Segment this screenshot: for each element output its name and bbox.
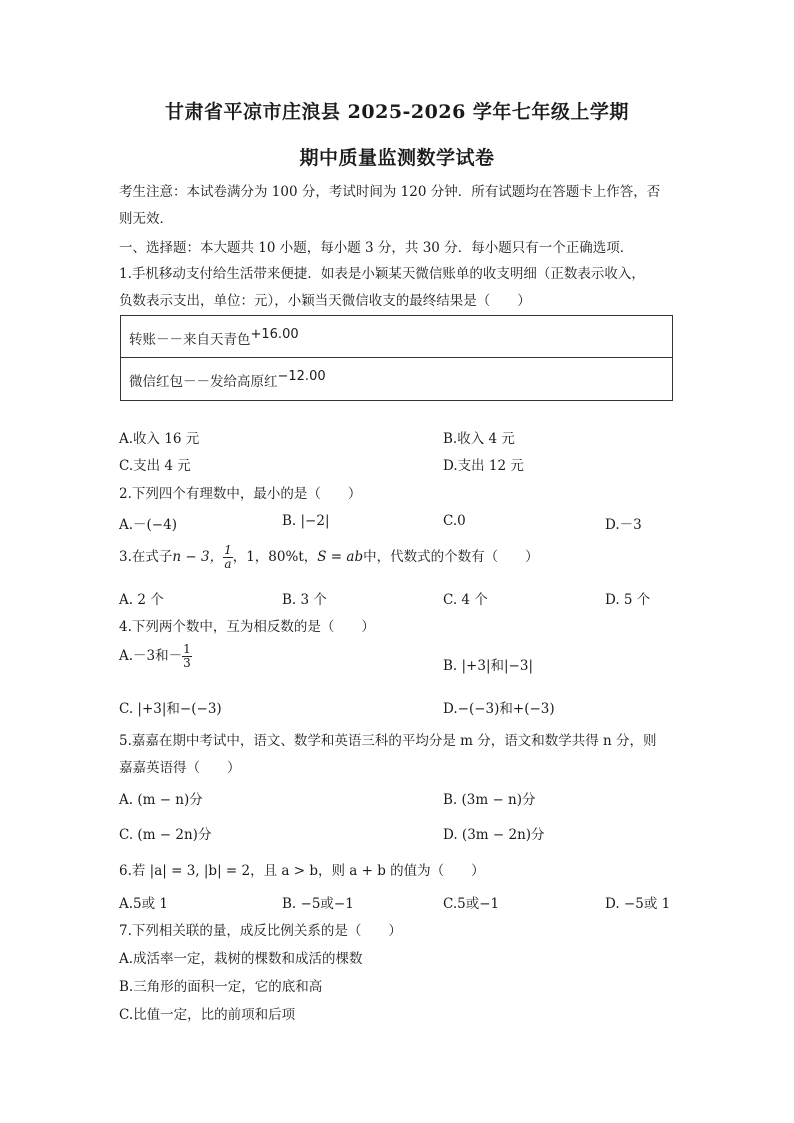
q2-option-a: A.－(−4) [119,517,177,533]
q3-fraction-num: 1 [224,543,232,557]
q3-option-d: D. 5 个 [605,592,651,608]
table-row-amount: −12.00 [277,369,326,384]
section-heading: 一、选择题：本大题共 10 小题，每小题 3 分，共 30 分．每小题只有一个正确选项． [119,240,634,256]
q1-option-b: B.收入 4 元 [443,431,515,447]
table-row-amount: +16.00 [250,327,299,342]
q3-fraction [223,544,233,571]
q4-fraction-num: 1 [183,642,191,656]
q3-fraction-den: a [224,557,232,571]
q6-stem: 6.若 |a| = 3, |b| = 2，且 a > b，则 a + b 的值为（ ） [119,863,485,879]
table-row-label: 微信红包－－发给高原红 [129,374,278,390]
q3-expr-2: ，1，80%t， [232,549,318,565]
notice-line-2: 则无效． [119,211,173,227]
q3-expr-1: n − 3， [172,549,224,565]
q1-option-a: A.收入 16 元 [119,431,200,447]
q1-option-d: D.支出 12 元 [443,458,524,474]
q3-stem-suffix: 中，代数式的个数有（ ） [363,549,539,565]
q3-stem [119,544,539,571]
table-row [121,316,672,358]
q3-stem-prefix: 3.在式子 [119,549,173,565]
q2-option-c: C.0 [443,513,466,529]
q3-option-a: A. 2 个 [119,592,164,608]
q1-stem-line-2: 负数表示支出，单位：元），小颖当天微信收支的最终结果是（ ） [119,293,531,309]
q4-option-b: B. |+3|和|−3| [443,658,533,674]
q7-option-a: A.成活率一定，栽树的棵数和成活的棵数 [119,951,363,967]
q5-option-d: D. (3m − 2n)分 [443,827,545,843]
q4-option-a-fraction [182,643,192,670]
q4-fraction-den: 3 [183,656,191,670]
q1-option-c: C.支出 4 元 [119,458,191,474]
q4-option-c: C. |+3|和−(−3) [119,701,222,717]
q5-stem-line-2: 嘉嘉英语得（ ） [119,760,241,776]
q7-option-b: B.三角形的面积一定，它的底和高 [119,979,323,995]
q4-option-a-text: A.－3和－ [119,648,183,664]
q5-stem-line-1: 5.嘉嘉在期中考试中，语文、数学和英语三科的平均分是 m 分，语文和数学共得 n 分，则 [119,733,657,749]
q6-option-d: D. −5或 1 [605,896,671,912]
page-title: 甘肃省平凉市庄浪县 2025-2026 学年七年级上学期 [165,101,629,123]
q6-option-b: B. −5或−1 [282,896,354,912]
q4-option-a [119,643,192,670]
table-row-label: 转账－－来自天青色 [129,332,251,348]
q4-stem: 4.下列两个数中，互为相反数的是（ ） [119,619,375,635]
q3-expr-3: S = ab [317,549,364,565]
q2-option-b: B. |−2| [282,513,330,529]
page-subtitle: 期中质量监测数学试卷 [299,147,495,169]
q3-option-b: B. 3 个 [282,592,327,608]
q4-option-d: D.−(−3)和+(−3) [443,701,555,717]
q3-option-c: C. 4 个 [443,592,488,608]
q5-option-b: B. (3m − n)分 [443,792,536,808]
q7-stem: 7.下列相关联的量，成反比例关系的是（ ） [119,923,402,939]
q1-bill-table [120,315,673,401]
q7-option-c: C.比值一定，比的前项和后项 [119,1007,296,1023]
q6-option-a: A.5或 1 [119,896,169,912]
q2-option-d: D.－3 [605,517,642,533]
q6-option-c: C.5或−1 [443,896,500,912]
q5-option-c: C. (m − 2n)分 [119,827,212,843]
table-row [121,358,672,400]
q2-stem: 2.下列四个有理数中，最小的是（ ） [119,486,362,502]
q1-stem-line-1: 1.手机移动支付给生活带来便捷．如表是小颖某天微信账单的收支明细（正数表示收入， [119,266,645,282]
q5-option-a: A. (m − n)分 [119,792,203,808]
notice-line-1: 考生注意：本试卷满分为 100 分，考试时间为 120 分钟．所有试题均在答题卡上作答，否 [119,184,661,200]
